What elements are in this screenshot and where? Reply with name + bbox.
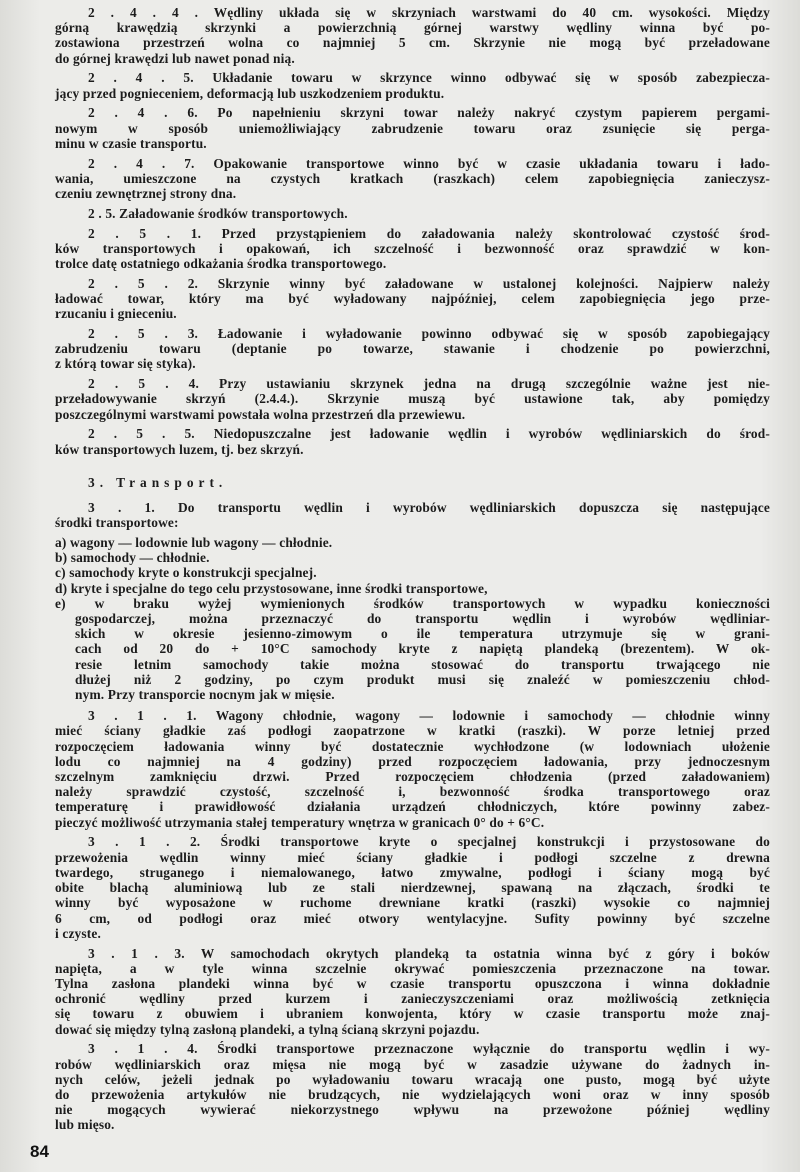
- text-line: ków transportowych i opakowań, ich szczelność i bezwonność oraz sprawdzić w kon-: [55, 240, 770, 256]
- text-line: należy sprawdzić czystość, szczelność i, bezwonność środka transportowego oraz: [55, 784, 770, 800]
- text-line: ków transportowych luzem, tj. bez skrzyń.: [55, 441, 304, 457]
- text-line: zabrudzeniu towaru (deptanie po towarze, stawanie i chodzenie po powierzchni,: [55, 341, 770, 357]
- text-line: a) wagony — lodownie lub wagony — chłodnie.: [55, 535, 333, 551]
- text-line: 2 . 4 . 5. Układanie towaru w skrzynce winno odbywać się w sposób zabezpiecza-: [88, 70, 770, 86]
- text-line: dłużej niż 2 godziny, po czym produkt musi się znaleźć w pomieszczeniu chłod-: [75, 671, 770, 687]
- text-line: e) w braku wyżej wymienionych środków transportowych w wypadku konieczności: [55, 595, 770, 611]
- paragraph-p3-1-1: [55, 708, 770, 830]
- paragraph-p2-5-2: [55, 276, 770, 322]
- text-line: szczelnym zamknięciu drzwi. Przed rozpoczęciem chłodzenia (przed załadowaniem): [55, 769, 770, 785]
- text-line: rzucaniu i gnieceniu.: [55, 306, 177, 322]
- text-line: twardego, struganego i niemalowanego, łatwo zmywalne, podłogi i ściany mogą być: [55, 864, 770, 880]
- text-line: rozpoczęciem ładowania winny być dostatecznie wychłodzone (w lodowniach ułożenie: [55, 738, 770, 754]
- list-item: [55, 596, 770, 702]
- text-line: cach od 20 do + 10°C samochody kryte z napiętą plandeką (brezentem). W ok-: [75, 641, 770, 657]
- text-line: d) kryte i specjalne do tego celu przystosowane, inne środki transportowe,: [55, 580, 488, 596]
- text-line: nych celów, jeżeli jednak po wyładowaniu towaru wracają one pusto, mogą być użyte: [55, 1071, 770, 1087]
- text-line: lub mięso.: [55, 1117, 115, 1133]
- text-line: ładować towar, który ma być wyładowany najpóźniej, celem zapobiegnięcia jego prze-: [55, 291, 770, 307]
- list-item: [55, 535, 770, 550]
- text-line: 3 . 1 . 4. Środki transportowe przeznaczone wyłącznie do transportu wędlin i wy-: [88, 1041, 770, 1057]
- text-line: gospodarczej, można przeznaczyć do transportu wędlin i wyrobów wędliniar-: [75, 611, 770, 627]
- text-line: temperaturę i prawidłowość działania urządzeń chłodniczych, które powinny zabez-: [55, 799, 770, 815]
- text-line: się towaru z obuwiem i ubraniem konwojenta, który w czasie transportu może znaj-: [55, 1006, 770, 1022]
- paragraph-p2-4-4: [55, 5, 770, 66]
- paragraph-p2-5-3: [55, 326, 770, 372]
- text-line: nie mogących wywierać niekorzystnego wpływu na przewożone później wędliny: [55, 1102, 770, 1118]
- list-item: [55, 581, 770, 596]
- text-line: środki transportowe:: [55, 515, 179, 531]
- text-line: skich w okresie jesienno-zimowym o ile temperatura utrzymuje się w grani-: [75, 626, 770, 642]
- paragraph-p3-1-2: [55, 834, 770, 940]
- text-line: wania, umieszczone na czystych kratkach (raszkach) celem zapobiegnięcia zanieczysz-: [55, 170, 770, 186]
- text-line: ochronić wędliny przed kurzem i zanieczyszczeniami oraz możliwością zetknięcia: [55, 991, 770, 1007]
- text-line: górną krawędzią skrzynki a powierzchnią górnej warstwy wędliny winna być po-: [55, 20, 770, 36]
- text-line: 2 . 5 . 5. Niedopuszczalne jest ładowanie wędlin i wyrobów wędliniarskich do środ-: [88, 426, 770, 442]
- text-line: robów wędliniarskich oraz mięsa nie mogą być w zasadzie używane do żadnych in-: [55, 1056, 770, 1072]
- paragraph-p3-1-4: [55, 1041, 770, 1132]
- section-heading: 3. Transport.: [88, 474, 228, 490]
- text-line: lodu co najmniej na 4 godziny) przed rozpoczęciem ładowania, przy jednoczesnym: [55, 753, 770, 769]
- text-line: 2 . 5 . 2. Skrzynie winny być załadowane w ustalonej kolejności. Najpierw należy: [88, 275, 770, 291]
- page-number: 84: [30, 1142, 49, 1161]
- text-line: mieć ściany gładkie zaś podłogi zaopatrzone w kratki (raszki). W porze letniej przed: [55, 723, 770, 739]
- list-item: [55, 550, 770, 565]
- text-line: 2 . 4 . 4 . Wędliny układa się w skrzyniach warstwami do 40 cm. wysokości. Między: [88, 5, 770, 20]
- text-line: nowym w sposób uniemożliwiający zabrudzenie towaru oraz zsunięcie się perga-: [55, 120, 770, 136]
- text-line: 2 . 5 . 1. Przed przystąpieniem do załadowania należy skontrolować czystość środ-: [88, 225, 770, 241]
- text-line: zostawiona przestrzeń wolna co najmniej 5 cm. Skrzynie nie mogą być przeładowane: [55, 35, 770, 51]
- text-line: b) samochody — chłodnie.: [55, 550, 210, 566]
- text-line: minu w czasie transportu.: [55, 135, 207, 151]
- text-line: do przewożenia artykułów nie brudzących, nie wydzielających woni oraz w inny sposób: [55, 1086, 770, 1102]
- paragraph-p3-1-3: [55, 946, 770, 1037]
- text-line: przeładowywanie skrzyń (2.4.4.). Skrzynie muszą być ustawione tak, aby pomiędzy: [55, 391, 770, 407]
- text-line: nym. Przy transporcie nocnym jak w mięsie.: [75, 687, 335, 703]
- list-item: [55, 565, 770, 580]
- text-line: do górnej krawędzi lub nawet ponad nią.: [55, 50, 295, 66]
- text-line: jący przed pognieceniem, deformacją lub uszkodzeniem produktu.: [55, 85, 445, 101]
- text-line: pieczyć możliwość utrzymania stałej temperatury wnętrza w granicach 0° do + 6°C.: [55, 814, 545, 830]
- text-line: trolce datę ostatniego odkażania środka transportowego.: [55, 256, 387, 272]
- text-line: obite blachą aluminiową lub ze stali nierdzewnej, spawaną na złączach, środki te: [55, 880, 770, 896]
- transport-means-list: [55, 535, 770, 702]
- text-line: Tylna zasłona plandeki winna być w czasie transportu opuszczona i winna dokładnie: [55, 975, 770, 991]
- text-line: 3 . 1 . 2. Środki transportowe kryte o specjalnej konstrukcji i przystosowane do: [88, 834, 770, 850]
- text-line: z którą towar się styka).: [55, 356, 196, 372]
- text-line: 3 . 1 . 1. Wagony chłodnie, wagony — lodownie i samochody — chłodnie winny: [88, 708, 770, 724]
- text-line: 2 . 4 . 7. Opakowanie transportowe winno być w czasie układania towaru i łado-: [88, 155, 770, 171]
- text-line: winny być wyposażone w ruchome drewniane kratki (raszki) wysokie co najmniej: [55, 895, 770, 911]
- text-line: napięta, a w tyle winna szczelnie okrywać pomieszczenia przeznaczone na towar.: [55, 960, 770, 976]
- text-line: 2 . 5 . 3. Ładowanie i wyładowanie powinno odbywać się w sposób zapobiegający: [88, 326, 770, 342]
- text-line: c) samochody kryte o konstrukcji specjalnej.: [55, 565, 317, 581]
- paragraph-p2-5: [55, 206, 770, 221]
- text-line: dować się między tylną zasłoną plandeki, a tylną ścianą skrzyni pojazdu.: [55, 1021, 480, 1037]
- text-line: czeniu zewnętrznej strony dna.: [55, 186, 237, 202]
- paragraph-p2-5-4: [55, 376, 770, 422]
- paragraph-p2-4-6: [55, 105, 770, 151]
- text-line: 2 . 5 . 4. Przy ustawianiu skrzynek jedna na drugą szczególnie ważne jest nie-: [88, 376, 770, 392]
- text-line: i czyste.: [55, 925, 101, 941]
- paragraph-p2-5-1: [55, 226, 770, 272]
- paragraph-p2-5-5: [55, 426, 770, 456]
- text-block-section-3: [55, 708, 770, 1132]
- text-line: 2 . 5. Załadowanie środków transportowych.: [88, 205, 348, 221]
- text-line: poszczególnymi warstwami powstała wolna przestrzeń dla przewiewu.: [55, 406, 466, 422]
- paragraph-p2-4-5: [55, 70, 770, 100]
- text-block-section-2: [55, 5, 770, 457]
- text-line: 3 . 1. Do transportu wędlin i wyrobów wędliniarskich dopuszcza się następujące: [88, 500, 770, 516]
- paragraph-p2-4-7: [55, 156, 770, 202]
- text-line: przewożenia wędlin winny mieć ściany gładkie i podłogi szczelne z drewna: [55, 849, 770, 865]
- text-line: 6 cm, od podłogi oraz mieć otwory wentylacyjne. Sufity powinny być szczelne: [55, 910, 770, 926]
- text-line: resie letnim samochody takie można stosować do transportu trwającego nie: [75, 656, 770, 672]
- text-line: 3 . 1 . 3. W samochodach okrytych plandeką ta ostatnia winna być z góry i boków: [88, 945, 770, 961]
- paragraph-3-1: [55, 500, 770, 530]
- text-line: 2 . 4 . 6. Po napełnieniu skrzyni towar należy nakryć czystym papierem pergami-: [88, 105, 770, 121]
